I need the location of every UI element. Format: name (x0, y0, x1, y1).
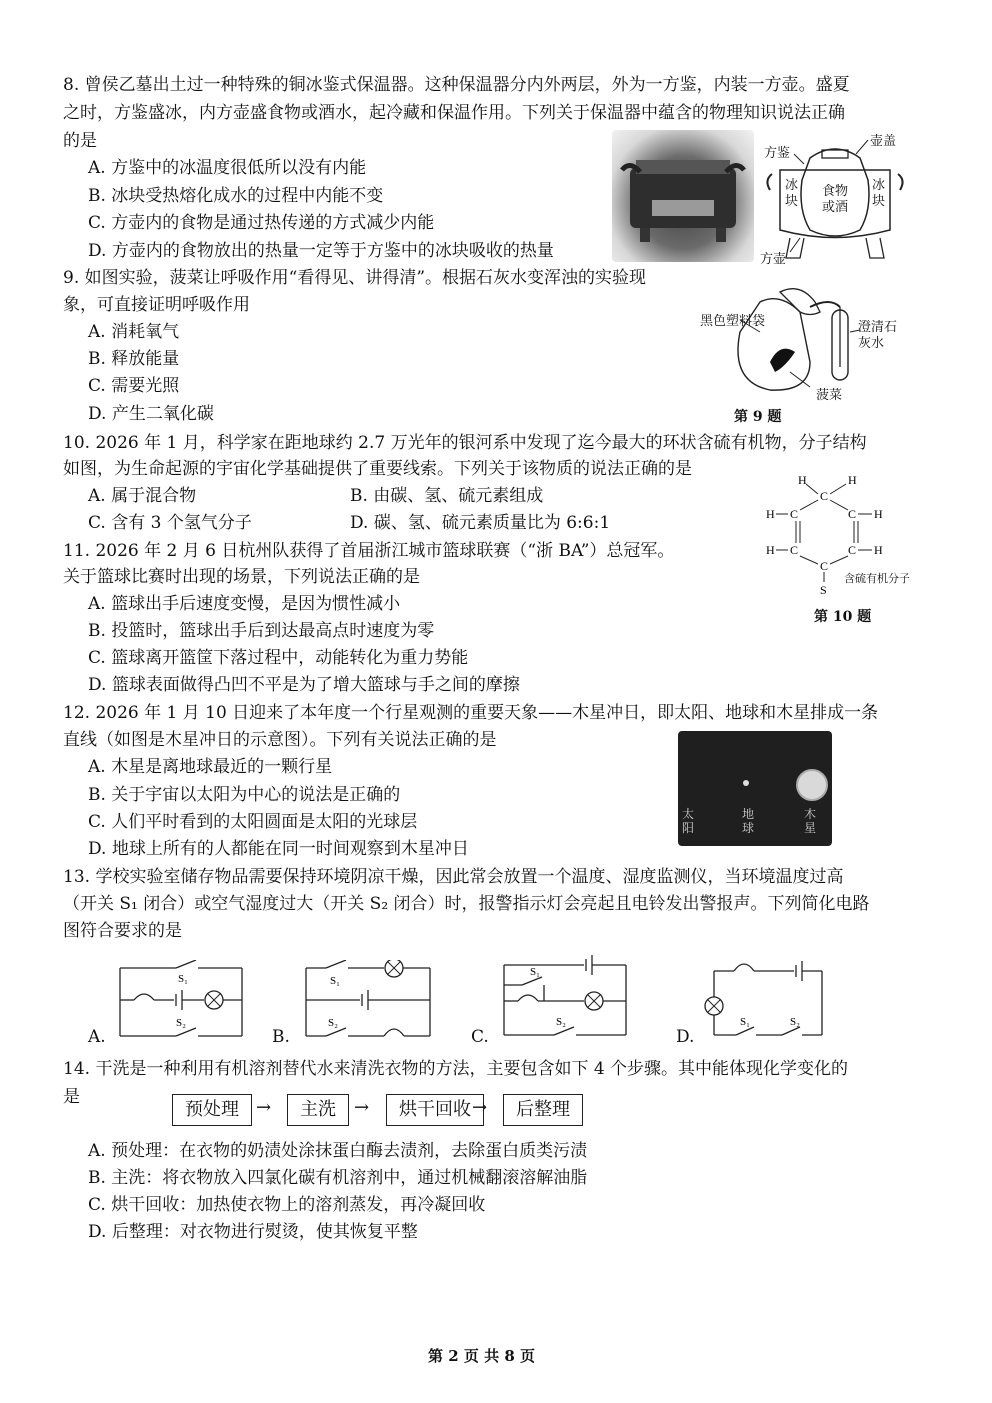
label-ice-right: 冰块 (872, 178, 886, 209)
q10-option-a: A. 属于混合物 (88, 486, 197, 506)
svg-text:S₂: S₂ (556, 1016, 566, 1028)
q11-stem-1: 11. 2026 年 2 月 6 日杭州队获得了首届浙江城市篮球联赛（“浙 BA”）总冠军。 (63, 541, 675, 561)
q14-stem-2: 是 (63, 1087, 80, 1107)
q8-option-a: A. 方鉴中的冰温度很低所以没有内能 (88, 158, 367, 178)
label-spinach: 菠菜 (816, 388, 843, 403)
svg-text:C: C (790, 543, 799, 557)
circuit-c (500, 955, 630, 1045)
q9-option-a: A. 消耗氧气 (88, 322, 180, 342)
svg-text:H: H (874, 543, 883, 557)
q13-stem-2: （开关 S₁ 闭合）或空气湿度过大（开关 S₂ 闭合）时，报警指示灯会亮起且电铃发出警报声。下列简化电路 (63, 894, 870, 914)
q12-option-b: B. 关于宇宙以太阳为中心的说法是正确的 (88, 785, 401, 805)
svg-text:S₂: S₂ (790, 1016, 800, 1028)
label-limewater: 澄清石灰水 (858, 320, 898, 351)
svg-text:H: H (766, 543, 775, 557)
svg-text:C: C (790, 507, 799, 521)
bronze-icebox-photo (612, 130, 754, 262)
q8-option-b: B. 冰块受热熔化成水的过程中内能不变 (88, 186, 384, 206)
svg-text:C: C (848, 543, 857, 557)
step-main-wash: 主洗 (287, 1094, 349, 1126)
step-dry-recover: 烘干回收 (386, 1094, 484, 1126)
label-lid: 壶盖 (870, 134, 897, 149)
q9-caption: 第 9 题 (734, 409, 782, 425)
circuit-b (302, 960, 434, 1045)
svg-text:H: H (848, 473, 857, 487)
svg-text:C: C (820, 489, 829, 503)
q10-caption: 第 10 题 (814, 609, 872, 625)
label-hu: 方壶 (760, 252, 787, 267)
svg-text:H: H (766, 507, 775, 521)
q11-option-b: B. 投篮时，篮球出手后到达最高点时速度为零 (88, 621, 435, 641)
q13-stem-1: 13. 学校实验室储存物品需要保持环境阴凉干燥，因此常会放置一个温度、湿度监测仪，当环境温度过高 (63, 867, 844, 887)
svg-text:S₂: S₂ (176, 1017, 186, 1029)
arrow-right-icon: → (256, 1097, 272, 1118)
svg-text:H: H (874, 507, 883, 521)
svg-text:H: H (798, 473, 807, 487)
q12-stem-2: 直线（如图是木星冲日的示意图）。下列有关说法正确的是 (63, 730, 497, 750)
page-footer: 第 2 页 共 8 页 (428, 1347, 535, 1365)
icebox-diagram (760, 130, 910, 268)
q14-option-b: B. 主洗：将衣物放入四氯化碳有机溶剂中，通过机械翻滚溶解油脂 (88, 1168, 588, 1188)
q11-stem-2: 关于篮球比赛时出现的场景，下列说法正确的是 (63, 567, 420, 587)
q13-stem-3: 图符合要求的是 (63, 921, 182, 941)
label-jupiter: 木星 (804, 807, 817, 835)
circuit-label-c: C. (471, 1027, 489, 1047)
q12-stem-1: 12. 2026 年 1 月 10 日迎来了本年度一个行星观测的重要天象——木星冲日，即太阳、地球和木星排成一条 (63, 703, 879, 723)
q8-stem-1: 8. 曾侯乙墓出土过一种特殊的铜冰鉴式保温器。这种保温器分内外两层，外为一方鉴，内装一方壶。盛夏 (63, 75, 850, 95)
circuit-d (700, 955, 830, 1045)
label-jian: 方鉴 (764, 146, 791, 161)
q10-option-d: D. 碳、氢、硫元素质量比为 6:6:1 (350, 513, 611, 533)
q10-stem-1: 10. 2026 年 1 月，科学家在距地球约 2.7 万光年的银河系中发现了迄今最大的环状含硫有机物，分子结构 (63, 433, 867, 453)
label-earth: 地球 (742, 807, 755, 835)
molecule-label: 含硫有机分子 (844, 572, 910, 585)
svg-text:S: S (820, 583, 827, 597)
svg-text:S₁: S₁ (330, 975, 340, 987)
q9-stem-2: 象，可直接证明呼吸作用 (63, 295, 250, 315)
q9-option-c: C. 需要光照 (88, 376, 180, 396)
circuit-label-a: A. (88, 1027, 106, 1047)
q14-option-c: C. 烘干回收：加热使衣物上的溶剂蒸发，再冷凝回收 (88, 1195, 486, 1215)
circuit-label-b: B. (272, 1027, 290, 1047)
svg-text:S₁: S₁ (740, 1016, 750, 1028)
jupiter-opposition-photo (678, 731, 832, 846)
q10-option-c: C. 含有 3 个氢气分子 (88, 513, 252, 533)
q12-option-d: D. 地球上所有的人都能在同一时间观察到木星冲日 (88, 839, 469, 859)
q8-stem-2: 之时，方鉴盛冰，内方壶盛食物或酒水，起冷藏和保温作用。下列关于保温器中蕴含的物理知识说法正确 (63, 103, 845, 123)
circuit-a (116, 960, 246, 1045)
circuit-label-d: D. (676, 1027, 695, 1047)
label-ice-left: 冰块 (785, 178, 799, 209)
q12-option-c: C. 人们平时看到的太阳圆面是太阳的光球层 (88, 812, 418, 832)
molecule-structure (760, 470, 910, 600)
q14-stem-1: 14. 干洗是一种利用有机溶剂替代水来清洗衣物的方法，主要包含如下 4 个步骤。其中能体现化学变化的 (63, 1059, 849, 1079)
svg-text:C: C (820, 559, 829, 573)
label-food: 食物或酒 (821, 184, 848, 215)
label-bag: 黑色塑料袋 (700, 314, 766, 329)
svg-text:C: C (848, 507, 857, 521)
q11-option-d: D. 篮球表面做得凸凹不平是为了增大篮球与手之间的摩擦 (88, 675, 520, 695)
label-sun: 太阳 (682, 807, 695, 835)
q12-option-a: A. 木星是离地球最近的一颗行星 (88, 757, 333, 777)
q14-option-a: A. 预处理：在衣物的奶渍处涂抹蛋白酶去渍剂，去除蛋白质类污渍 (88, 1141, 588, 1161)
q8-option-c: C. 方壶内的食物是通过热传递的方式减少内能 (88, 213, 435, 233)
step-finishing: 后整理 (503, 1094, 583, 1126)
q9-stem-1: 9. 如图实验，菠菜让呼吸作用“看得见、讲得清”。根据石灰水变浑浊的实验现 (63, 268, 647, 288)
spinach-experiment-figure (700, 272, 900, 402)
q11-option-a: A. 篮球出手后速度变慢，是因为惯性减小 (88, 594, 401, 614)
step-pretreatment: 预处理 (172, 1094, 252, 1126)
q10-stem-2: 如图，为生命起源的宇宙化学基础提供了重要线索。下列关于该物质的说法正确的是 (63, 459, 692, 479)
q10-option-b: B. 由碳、氢、硫元素组成 (350, 486, 544, 506)
svg-text:S₁: S₁ (178, 973, 188, 985)
arrow-right-icon: → (472, 1097, 488, 1118)
q8-option-d: D. 方壶内的食物放出的热量一定等于方鉴中的冰块吸收的热量 (88, 241, 554, 261)
q9-option-d: D. 产生二氧化碳 (88, 404, 214, 424)
q11-option-c: C. 篮球离开篮筐下落过程中，动能转化为重力势能 (88, 648, 469, 668)
arrow-right-icon: → (354, 1097, 370, 1118)
q8-stem-3: 的是 (63, 131, 97, 151)
q9-option-b: B. 释放能量 (88, 349, 180, 369)
svg-text:S₁: S₁ (530, 966, 540, 978)
q14-option-d: D. 后整理：对衣物进行熨烫，使其恢复平整 (88, 1222, 418, 1242)
svg-text:S₂: S₂ (328, 1017, 338, 1029)
